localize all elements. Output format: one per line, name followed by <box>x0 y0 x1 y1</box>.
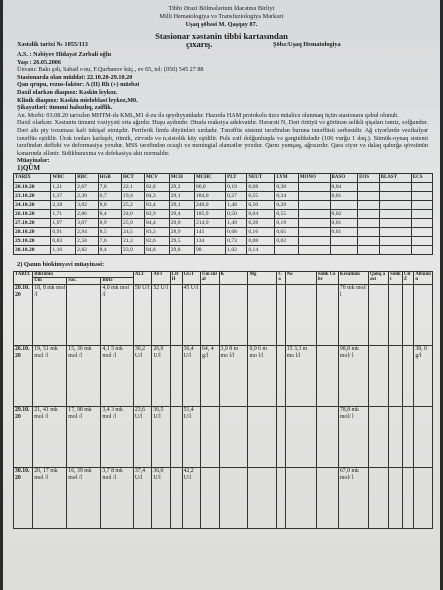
cbc-value-cell: 0,08 <box>247 236 275 245</box>
table-row <box>14 284 433 345</box>
cbc-value-cell <box>358 218 380 227</box>
document-page <box>3 0 440 590</box>
cbc-value-cell: 19,4 <box>122 191 145 200</box>
biochem-header-cell: Üm zülal <box>201 271 220 284</box>
biochem-header-cell: GGT <box>182 271 200 284</box>
cbc-value-cell: 1,71 <box>51 209 76 218</box>
cbc-header-cell: PLT <box>226 173 247 182</box>
biochem-value-cell: 36,0 U/l <box>152 467 170 528</box>
biochem-heading: 2) Qanın biokimyəvi müayinəsi: <box>17 260 105 268</box>
cbc-value-cell: 0,27 <box>226 191 247 200</box>
cbc-value-cell: 7,8 <box>98 182 121 191</box>
cbc-value-cell: 2,82 <box>76 245 98 254</box>
cbc-empty-cell <box>411 182 432 191</box>
cbc-value-cell: 0,68 <box>226 227 247 236</box>
biochem-value-cell: 50 U/l <box>133 284 151 345</box>
biochem-value-cell <box>248 406 277 467</box>
patient-address: Ünvanı: Bakı şəh, Sabail r-nu, F.Qurbanov küç., ev 65, tel: (050) 545 27 88 <box>17 66 204 74</box>
cbc-value-cell: 1,48 <box>226 200 247 209</box>
table-row <box>14 245 433 254</box>
patient-info <box>3 51 440 173</box>
cbc-value-cell: 0,55 <box>247 191 275 200</box>
cbc-value-cell <box>275 245 299 254</box>
cbc-value-cell <box>379 227 411 236</box>
cbc-value-cell: 145 <box>194 227 225 236</box>
cbc-value-cell <box>379 182 411 191</box>
biochem-header-cell: AST <box>152 271 170 284</box>
biochem-value-cell <box>285 406 316 467</box>
cbc-value-cell: 8,4 <box>98 245 121 254</box>
cbc-value-cell: 0,04 <box>330 182 358 191</box>
biochem-header-cell: Mg <box>248 271 277 284</box>
cbc-value-cell: 3,02 <box>76 200 98 209</box>
cbc-value-cell: 29,2 <box>169 182 194 191</box>
biochem-value-cell <box>388 406 402 467</box>
table-row <box>14 406 433 467</box>
biochem-value-cell <box>316 406 338 467</box>
cbc-header-cell: WBC <box>51 173 76 182</box>
document-header <box>3 5 440 29</box>
cbc-value-cell: 184,0 <box>194 191 225 200</box>
biochem-value-cell <box>277 284 285 345</box>
cbc-value-cell: 0,02 <box>330 209 358 218</box>
complaints: Şikayətləri: ümumi halsızlıq, zəiflik. <box>17 104 113 112</box>
cbc-header-cell: ECS <box>411 173 432 182</box>
cbc-date-cell: 20.10.20 <box>14 182 51 191</box>
title-row <box>3 41 440 51</box>
cbc-value-cell <box>298 236 330 245</box>
department: Şöbə:Uşaq Hematologiya <box>273 41 341 48</box>
cbc-value-cell: 185,9 <box>194 209 225 218</box>
header-line-1: Tibbi Ərazi Bölmələrinin İdarətmə Birliyi <box>168 5 275 12</box>
cbc-value-cell <box>330 245 358 254</box>
biochem-value-cell <box>248 284 277 345</box>
biochem-date-cell: 26.10.20 <box>14 345 33 406</box>
cbc-value-cell: 2,30 <box>76 191 98 200</box>
biochem-value-cell <box>414 467 433 528</box>
cbc-header-cell: BASO <box>330 173 358 182</box>
biochem-value-cell <box>316 345 338 406</box>
cbc-value-cell: 98 <box>194 245 225 254</box>
cbc-value-cell <box>358 236 380 245</box>
biochem-value-cell <box>219 406 248 467</box>
cbc-value-cell: 0,20 <box>275 200 299 209</box>
cbc-value-cell <box>298 245 330 254</box>
cbc-value-cell <box>358 245 380 254</box>
cbc-value-cell: 25,9 <box>122 218 145 227</box>
cbc-value-cell <box>358 227 380 236</box>
cbc-value-cell: 2,67 <box>76 182 98 191</box>
table-row <box>14 200 433 209</box>
biochem-value-cell: 0,9 6 m mo l/l <box>248 345 277 406</box>
cbc-value-cell <box>298 200 330 209</box>
biochem-value-cell: 20, 17 mk mol /l <box>33 467 67 528</box>
cbc-value-cell: 24,0 <box>122 209 145 218</box>
cbc-value-cell: 0,64 <box>247 209 275 218</box>
header-line-2: Milli Hematologiya və Transfuziologiya Mərkəzi <box>159 13 284 20</box>
cbc-value-cell <box>330 200 358 209</box>
biochem-value-cell: 42,2 U/l <box>182 467 200 528</box>
biochem-value-cell <box>316 467 338 528</box>
cbc-value-cell: 83,9 <box>144 209 169 218</box>
cbc-value-cell: 2,18 <box>51 200 76 209</box>
cbc-value-cell <box>379 200 411 209</box>
cbc-value-cell: 0,28 <box>247 218 275 227</box>
cbc-value-cell: 2,86 <box>76 209 98 218</box>
biochem-date-cell: 30.10.20 <box>14 467 33 528</box>
cbc-header-cell: MCV <box>144 173 169 182</box>
anamnesis: An. Morbi: 03.08.20 tarixdən MHTM-də KML,M1 d-zu ilə qeydiyyatdadır. Hazırda HAM protokolu üzrə müalicə olunmaq üçün stasionara qəbul olunub. <box>17 111 399 119</box>
cbc-header-cell: NEUT <box>247 173 275 182</box>
cbc-date-cell: 23.10.20 <box>14 191 51 200</box>
clinical-diagnosis: Klinik diaqnoz: Kəskin mieloblast leykoz,M0. <box>17 96 138 104</box>
cbc-value-cell: 29,8 <box>169 245 194 254</box>
biochem-value-cell <box>368 467 388 528</box>
cbc-value-cell: 7,6 <box>98 236 121 245</box>
cbc-value-cell: 1,16 <box>51 245 76 254</box>
cbc-value-cell: 21,3 <box>122 236 145 245</box>
biochem-value-cell <box>277 467 285 528</box>
biochem-value-cell <box>201 406 220 467</box>
table-row <box>14 209 433 218</box>
cbc-value-cell: 29,4 <box>169 209 194 218</box>
cbc-value-cell: 0,50 <box>247 200 275 209</box>
biochem-header-cell: Kreatinin <box>338 271 368 284</box>
biochem-value-cell: 30,2 U/l <box>133 345 151 406</box>
cbc-value-cell: 82,6 <box>144 236 169 245</box>
cbc-header-cell: LYM <box>275 173 299 182</box>
biochem-value-cell <box>67 284 101 345</box>
cbc-value-cell: 8,5 <box>98 227 121 236</box>
patient-blood: Qan qrupu, rezus-faktor: A (II) Rh (+) müsbət <box>17 81 140 89</box>
biochem-value-cell <box>368 284 388 345</box>
biochem-value-cell <box>219 467 248 528</box>
cbc-value-cell <box>298 218 330 227</box>
cbc-header-cell: HCT <box>122 173 145 182</box>
biochem-value-cell <box>285 284 316 345</box>
cbc-value-cell: 1,97 <box>51 218 76 227</box>
biochem-value-cell <box>201 467 220 528</box>
table-row <box>14 345 433 406</box>
biochem-value-cell: 15 3,3 m mo l/l <box>285 345 316 406</box>
cbc-table <box>13 173 433 255</box>
biochem-value-cell: 4,1 5 mk mol /l <box>101 345 133 406</box>
cbc-value-cell: 82,8 <box>144 182 169 191</box>
biochem-value-cell: 16, 39 mk mol /l <box>67 467 101 528</box>
cbc-empty-cell <box>411 236 432 245</box>
biochem-value-cell <box>402 467 414 528</box>
biochem-value-cell: 52 U/l <box>152 284 170 345</box>
document-title <box>3 31 440 41</box>
cbc-value-cell: 1,49 <box>226 218 247 227</box>
bilirubin-group-header: Bilirubin <box>33 271 134 278</box>
biochem-value-cell: 3,9 8 m mo l/l <box>219 345 248 406</box>
biochem-value-cell: 70 mk mol/ l <box>338 284 368 345</box>
biochem-value-cell: 67,0 mk mol/ l <box>338 467 368 528</box>
cbc-value-cell: 0,34 <box>275 191 299 200</box>
cbc-value-cell: 24,5 <box>122 227 145 236</box>
biochem-value-cell: 26,9 U/l <box>152 345 170 406</box>
biochem-value-cell: 98,8 mk mol/ l <box>338 345 368 406</box>
cbc-value-cell: 8,8 <box>98 200 121 209</box>
patient-name: A.S. : Nəbiyev Hidayət Zərbali oğlu <box>17 51 112 58</box>
biochem-value-cell <box>368 406 388 467</box>
biochem-table <box>13 271 433 529</box>
cbc-value-cell: 0,68 <box>247 182 275 191</box>
biochem-value-cell: 3,7 8 mk mol /l <box>101 467 133 528</box>
biochem-value-cell <box>277 406 285 467</box>
cbc-header-cell: MCHC <box>194 173 225 182</box>
cbc-value-cell: 0,14 <box>247 245 275 254</box>
cbc-value-cell: 214,9 <box>194 218 225 227</box>
cbc-value-cell <box>379 209 411 218</box>
biochem-header-cell: TARİX <box>14 271 33 284</box>
cbc-value-cell <box>379 191 411 200</box>
cbc-value-cell <box>330 236 358 245</box>
cbc-value-cell: 8,4 <box>98 209 121 218</box>
cbc-date-cell: 28.10.20 <box>14 227 51 236</box>
biochem-value-cell: 36,4 U/l <box>182 345 200 406</box>
biochem-value-cell <box>201 284 220 345</box>
biochem-header-cell: Sidik Cö hv <box>316 271 338 284</box>
biochem-value-cell <box>414 406 433 467</box>
biochem-value-cell <box>388 467 402 528</box>
cbc-value-cell <box>358 182 380 191</box>
cbc-value-cell <box>358 209 380 218</box>
biochem-value-cell: 21, 41 mk mol /l <box>33 406 67 467</box>
biochem-value-cell: 19, 51 mk mol /l <box>33 345 67 406</box>
cbc-value-cell: 0,30 <box>275 182 299 191</box>
biochem-value-cell: 18, 8 mk mol /l <box>33 284 67 345</box>
cbc-value-cell: 3,07 <box>76 218 98 227</box>
cbc-empty-cell <box>411 200 432 209</box>
cbc-value-cell: 0,55 <box>275 209 299 218</box>
biochem-value-cell <box>170 345 182 406</box>
biochem-value-cell <box>170 284 182 345</box>
cbc-value-cell: 8,9 <box>98 218 121 227</box>
table-row <box>14 467 433 528</box>
biochem-value-cell: 3,4 3 mk mol /l <box>101 406 133 467</box>
cbc-heading: 1)QÜM <box>17 163 40 172</box>
biochem-value-cell: 37,4 U/l <box>133 467 151 528</box>
cbc-value-cell: 0,50 <box>226 209 247 218</box>
cbc-value-cell: 6,7 <box>98 191 121 200</box>
cbc-value-cell <box>358 191 380 200</box>
cbc-value-cell: 0,01 <box>330 191 358 200</box>
biochem-value-cell <box>316 284 338 345</box>
biochem-value-cell: 36,5 U/l <box>152 406 170 467</box>
exams-heading: Müayinələr: <box>17 157 50 165</box>
biochem-value-cell <box>388 284 402 345</box>
cbc-value-cell: 2,94 <box>76 227 98 236</box>
cbc-value-cell <box>298 227 330 236</box>
biochem-value-cell: 78,8 mk mol/ l <box>338 406 368 467</box>
cbc-value-cell: 29,1 <box>169 200 194 209</box>
biochem-value-cell: 17, 98 mk mol /l <box>67 406 101 467</box>
cbc-value-cell <box>358 200 380 209</box>
cbc-header-cell: HGB <box>98 173 121 182</box>
header-line-3: Uşaq şöbəsi M. Qaşqay 87. <box>185 21 258 28</box>
biochem-value-cell <box>285 467 316 528</box>
cbc-value-cell: 25,2 <box>122 200 145 209</box>
cbc-value-cell: 0,19 <box>275 218 299 227</box>
biochem-value-cell <box>368 345 388 406</box>
cbc-value-cell: 1,17 <box>51 191 76 200</box>
biochem-header-cell: Albumin <box>414 271 433 284</box>
cbc-value-cell: 134 <box>194 236 225 245</box>
cbc-empty-cell <box>411 209 432 218</box>
cbc-value-cell: 29,1 <box>169 191 194 200</box>
biochem-value-cell <box>248 467 277 528</box>
cbc-empty-cell <box>411 191 432 200</box>
cbc-date-cell: 27.10.20 <box>14 218 51 227</box>
table-row <box>14 191 433 200</box>
cbc-empty-cell <box>411 245 432 254</box>
patient-dob: Yaşı : 26.05.2006 <box>17 58 61 66</box>
cbc-date-cell: 30.10.20 <box>14 245 51 254</box>
biochem-value-cell: 15, 36 mk mol /l <box>67 345 101 406</box>
cbc-value-cell: 0,19 <box>226 182 247 191</box>
cbc-value-cell: 0,05 <box>275 227 299 236</box>
biochem-header-cell: LDH <box>170 271 182 284</box>
biochem-value-cell <box>388 345 402 406</box>
cbc-value-cell: 0,16 <box>247 227 275 236</box>
cbc-value-cell: 0,01 <box>330 218 358 227</box>
biochem-subheader-cell: Üm <box>33 278 67 285</box>
biochem-value-cell <box>277 345 285 406</box>
cbc-value-cell <box>379 218 411 227</box>
biochem-value-cell: 45 U/l <box>182 284 200 345</box>
biochem-header-cell: K <box>219 271 248 284</box>
biochem-subheader-cell: Sər. <box>67 278 101 285</box>
cbc-date-cell: 29.10.20 <box>14 236 51 245</box>
biochem-subheader-cell: Birlə <box>101 278 133 285</box>
cbc-value-cell: 240,0 <box>194 200 225 209</box>
biochem-value-cell <box>402 406 414 467</box>
cbc-value-cell: 86,0 <box>194 182 225 191</box>
biochem-value-cell <box>170 406 182 467</box>
biochem-value-cell <box>402 284 414 345</box>
cbc-header-cell: EOS <box>358 173 380 182</box>
cbc-header-cell: MONO <box>298 173 330 182</box>
cbc-value-cell: 29,5 <box>169 236 194 245</box>
biochem-value-cell: 4,0 mk mol /l <box>101 284 133 345</box>
cbc-value-cell: 23,9 <box>122 245 145 254</box>
cbc-value-cell: 84,3 <box>144 191 169 200</box>
cbc-value-cell <box>298 209 330 218</box>
cbc-value-cell: 1,21 <box>51 182 76 191</box>
cbc-header-cell: BLAST <box>379 173 411 182</box>
title-line-1: Stasionar xəstənin tibbi kartasından <box>155 31 288 41</box>
cbc-value-cell <box>379 236 411 245</box>
cbc-header-cell: MCH <box>169 173 194 182</box>
admission-diagnosis: Daxil olarkən diaqnoz: Kəskin leykoz. <box>17 88 118 96</box>
cbc-value-cell: 2,58 <box>76 236 98 245</box>
biochem-value-cell <box>170 467 182 528</box>
biochem-header-cell: CRZ <box>402 271 414 284</box>
cbc-empty-cell <box>411 227 432 236</box>
cbc-value-cell: 0,91 <box>51 227 76 236</box>
patient-stay: Stasionarda olan müddət: 22.10.20-29.10.20 <box>17 73 133 81</box>
biochem-value-cell: 23,6 U/l <box>133 406 151 467</box>
cbc-header-cell: TARİX <box>14 173 51 182</box>
cbc-value-cell <box>298 182 330 191</box>
biochem-header-cell: Ca <box>277 271 285 284</box>
cbc-value-cell: 29,0 <box>169 218 194 227</box>
table-row <box>14 218 433 227</box>
cbc-value-cell: 0,83 <box>51 236 76 245</box>
history-number: Xəstəlik tarixi № 1055/113 <box>17 41 88 48</box>
cbc-value-cell <box>298 191 330 200</box>
biochem-value-cell <box>414 284 433 345</box>
biochem-value-cell: 64, 4 g/l <box>201 345 220 406</box>
biochem-header-cell: Sidik t <box>388 271 402 284</box>
biochem-value-cell: 38, 0 g/l <box>414 345 433 406</box>
biochem-header-cell: Na <box>285 271 316 284</box>
cbc-value-cell: 28,9 <box>169 227 194 236</box>
biochem-value-cell <box>402 345 414 406</box>
cbc-date-cell: 24.10.20 <box>14 200 51 209</box>
admission-status: Daxil olarkən: Xəstənin ümumi vəziyyəti orta ağırdır. Huşu aydındır. Ətrafa reaksiya adekvatdır. Hərarəti N, Dəri örtüyü və görünən selikli qişaları təmiz, solğundur. Dəri altı piy toxuması kafi inkişaf etmişdir. Periferik limfa düyünləri xırdadır. Tənəffüs sistemi tərəfindən buruna tənəffüsü sərbəstdir. Ağ ciyərlərdə vezikulyar tənəffüs eşidilir. Ürək tonları karlaşıb, ritmik, zirvədə və n.sistolik küy eşidilir. Puls zəif dolğunluqda və gərginlikdədir (106 vurğu 1 dəq.). Sümük-oynaq sistemi tərəfindən deffekt və deformasiya yoxdur. MSS tərəfindən ocaqlı və meningial əlamətlər yoxdur. Qarnı yumşaq, ağrısızdır. Qara ciyər və dalaq qabırğa qövsünün kənarında əllənir. Sidikburaxma və defekasiya aktı normaldır. <box>17 119 428 157</box>
table-row <box>14 227 433 236</box>
biochem-date-cell: 20.10.20 <box>14 284 33 345</box>
cbc-value-cell <box>379 245 411 254</box>
cbc-value-cell: 22,1 <box>122 182 145 191</box>
cbc-value-cell: 0,02 <box>275 236 299 245</box>
cbc-value-cell: 83,4 <box>144 200 169 209</box>
cbc-header-cell: RBC <box>76 173 98 182</box>
cbc-date-cell: 26.10.20 <box>14 209 51 218</box>
cbc-value-cell: 84,8 <box>144 245 169 254</box>
table-row <box>14 182 433 191</box>
cbc-value-cell: 84,4 <box>144 218 169 227</box>
cbc-value-cell: 1,02 <box>226 245 247 254</box>
biochem-header-cell: ALT <box>133 271 151 284</box>
biochem-header-cell: Qalıq azot <box>368 271 388 284</box>
table-row <box>14 236 433 245</box>
biochem-value-cell <box>219 284 248 345</box>
biochem-date-cell: 29.10.20 <box>14 406 33 467</box>
cbc-empty-cell <box>411 218 432 227</box>
cbc-value-cell: 83,3 <box>144 227 169 236</box>
cbc-value-cell: 0,73 <box>226 236 247 245</box>
cbc-value-cell: 0,01 <box>330 227 358 236</box>
title-line-2: çıxarış. <box>186 39 213 49</box>
biochem-value-cell: 51,4 U/l <box>182 406 200 467</box>
